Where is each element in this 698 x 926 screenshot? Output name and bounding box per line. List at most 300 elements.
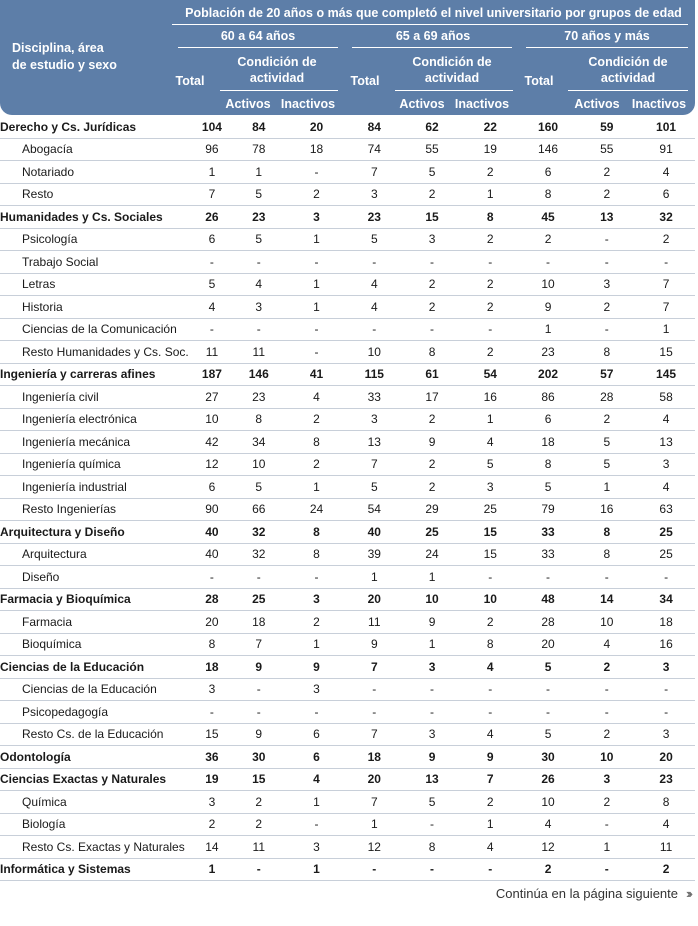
- table-cell: -: [194, 251, 230, 274]
- table-cell: 11: [230, 341, 288, 364]
- table-cell: -: [345, 858, 403, 881]
- table-cell: 19: [461, 138, 520, 161]
- table-cell: 18: [230, 611, 288, 634]
- table-cell: 4: [345, 273, 403, 296]
- age-group-65-69: 65 a 69 años: [395, 29, 471, 43]
- table-cell: 3: [637, 723, 695, 746]
- table-cell: 59: [576, 116, 637, 138]
- row-label: Resto: [0, 183, 194, 206]
- table-cell: 2: [461, 296, 520, 319]
- total-label-3: Total: [524, 74, 554, 88]
- row-header-label: Disciplina, área de estudio y sexo: [12, 41, 117, 72]
- table-cell: 160: [520, 116, 577, 138]
- table-cell: 4: [288, 768, 346, 791]
- age-group-60-64: 60 a 64 años: [220, 29, 296, 43]
- table-cell: -: [230, 858, 288, 881]
- table-cell: 8: [576, 341, 637, 364]
- table-cell: 33: [345, 386, 403, 409]
- table-cell: 8: [576, 521, 637, 544]
- table-row: [0, 813, 695, 836]
- table-cell: 10: [576, 611, 637, 634]
- table-row-group: [0, 656, 695, 679]
- table-cell: 4: [637, 408, 695, 431]
- table-cell: 1: [403, 566, 461, 589]
- table-cell: 1: [288, 273, 346, 296]
- table-cell: 39: [345, 543, 403, 566]
- table-cell: -: [230, 318, 288, 341]
- table-cell: 20: [637, 746, 695, 769]
- table-cell: 7: [345, 656, 403, 679]
- age-group-divider: [352, 47, 512, 48]
- table-row: [0, 476, 695, 499]
- table-cell: 12: [520, 836, 577, 859]
- table-cell: 74: [345, 138, 403, 161]
- table-cell: -: [288, 566, 346, 589]
- table-cell: 2: [576, 656, 637, 679]
- table-cell: 33: [520, 543, 577, 566]
- table-cell: 15: [194, 723, 230, 746]
- table-cell: 45: [520, 206, 577, 229]
- table-cell: 1: [288, 633, 346, 656]
- table-cell: 19: [194, 768, 230, 791]
- table-cell: 13: [403, 768, 461, 791]
- table-cell: 10: [403, 588, 461, 611]
- row-label: Bioquímica: [0, 633, 194, 656]
- table-cell: 23: [230, 386, 288, 409]
- table-cell: -: [461, 318, 520, 341]
- row-label: Resto Cs. de la Educación: [0, 723, 194, 746]
- table-cell: 2: [288, 611, 346, 634]
- table-row: [0, 251, 695, 274]
- age-group-70-plus: 70 años y más: [564, 29, 650, 43]
- table-cell: 36: [194, 746, 230, 769]
- table-cell: 57: [576, 363, 637, 386]
- table-cell: 9: [230, 723, 288, 746]
- table-cell: -: [576, 251, 637, 274]
- continue-note: [496, 886, 690, 901]
- table-cell: -: [345, 701, 403, 724]
- table-cell: -: [403, 251, 461, 274]
- table-cell: 32: [637, 206, 695, 229]
- table-cell: 18: [637, 611, 695, 634]
- table-cell: 6: [194, 228, 230, 251]
- table-cell: -: [288, 341, 346, 364]
- total-label-1: Total: [175, 74, 205, 88]
- table-cell: -: [461, 858, 520, 881]
- table-cell: 1: [345, 813, 403, 836]
- table-cell: 23: [345, 206, 403, 229]
- table-cell: 5: [403, 791, 461, 814]
- table-cell: 2: [230, 791, 288, 814]
- table-cell: -: [637, 678, 695, 701]
- table-cell: 9: [461, 746, 520, 769]
- table-cell: 5: [345, 476, 403, 499]
- inactivos-label-3: Inactivos: [631, 97, 687, 111]
- table-row: [0, 161, 695, 184]
- table-cell: -: [461, 251, 520, 274]
- table-cell: 5: [520, 656, 577, 679]
- table-cell: 16: [637, 633, 695, 656]
- table-cell: 63: [637, 498, 695, 521]
- row-label: Farmacia: [0, 611, 194, 634]
- row-label: Ciencias de la Educación: [0, 678, 194, 701]
- table-cell: -: [230, 251, 288, 274]
- condition-label-2: Condición de actividad: [412, 55, 492, 85]
- table-cell: 2: [461, 341, 520, 364]
- table-cell: 41: [288, 363, 346, 386]
- table-cell: -: [461, 701, 520, 724]
- continue-text: Continúa en la página siguiente: [495, 886, 678, 901]
- table-row: [0, 296, 695, 319]
- table-cell: 8: [576, 543, 637, 566]
- table-cell: 4: [520, 813, 577, 836]
- table-cell: 14: [194, 836, 230, 859]
- table-cell: 2: [461, 791, 520, 814]
- table-cell: -: [288, 813, 346, 836]
- table-row: [0, 633, 695, 656]
- table-cell: -: [194, 701, 230, 724]
- row-label: Farmacia y Bioquímica: [0, 588, 194, 611]
- table-row: [0, 678, 695, 701]
- table-cell: 1: [403, 633, 461, 656]
- table-cell: 3: [576, 768, 637, 791]
- table-cell: 1: [194, 858, 230, 881]
- table-cell: 202: [520, 363, 577, 386]
- table-cell: 2: [403, 296, 461, 319]
- table-cell: 15: [461, 521, 520, 544]
- table-cell: 8: [403, 836, 461, 859]
- header-divider: [172, 24, 688, 25]
- table-cell: 8: [230, 408, 288, 431]
- table-cell: 8: [461, 206, 520, 229]
- table-row-group: [0, 746, 695, 769]
- table-header: [0, 0, 695, 115]
- table-cell: -: [637, 701, 695, 724]
- table-cell: 84: [345, 116, 403, 138]
- table-cell: 28: [520, 611, 577, 634]
- table-cell: 146: [520, 138, 577, 161]
- table-cell: 3: [345, 183, 403, 206]
- total-label-2: Total: [350, 74, 380, 88]
- table-cell: 23: [637, 768, 695, 791]
- table-cell: 16: [461, 386, 520, 409]
- table-cell: 6: [520, 408, 577, 431]
- table-cell: -: [576, 678, 637, 701]
- table-cell: 62: [403, 116, 461, 138]
- inactivos-label-1: Inactivos: [280, 97, 336, 111]
- table-cell: 15: [637, 341, 695, 364]
- table-row-group: [0, 116, 695, 138]
- table-cell: 1: [461, 813, 520, 836]
- table-cell: 2: [288, 183, 346, 206]
- table-cell: 3: [288, 678, 346, 701]
- table-cell: 9: [230, 656, 288, 679]
- table-cell: 25: [637, 543, 695, 566]
- table-cell: 10: [520, 791, 577, 814]
- table-cell: 115: [345, 363, 403, 386]
- condition-label-1: Condición de actividad: [237, 55, 317, 85]
- table-cell: 15: [461, 543, 520, 566]
- table-row: [0, 183, 695, 206]
- table-cell: 3: [403, 656, 461, 679]
- table-cell: 5: [520, 476, 577, 499]
- table-row-group: [0, 363, 695, 386]
- table-cell: 12: [345, 836, 403, 859]
- table-cell: 18: [288, 138, 346, 161]
- table-cell: 24: [403, 543, 461, 566]
- table-cell: -: [576, 813, 637, 836]
- table-cell: 1: [637, 318, 695, 341]
- data-table: [0, 116, 695, 881]
- table-cell: 7: [194, 183, 230, 206]
- table-cell: 101: [637, 116, 695, 138]
- table-cell: 40: [345, 521, 403, 544]
- table-cell: -: [230, 701, 288, 724]
- table-row: [0, 566, 695, 589]
- row-label: Resto Humanidades y Cs. Soc.: [0, 341, 194, 364]
- table-cell: 3: [403, 228, 461, 251]
- table-cell: 4: [637, 813, 695, 836]
- table-cell: 3: [345, 408, 403, 431]
- table-cell: 29: [403, 498, 461, 521]
- row-label: Resto Ingenierías: [0, 498, 194, 521]
- table-cell: 3: [637, 656, 695, 679]
- table-cell: 146: [230, 363, 288, 386]
- table-cell: 7: [345, 453, 403, 476]
- table-cell: -: [576, 228, 637, 251]
- table-cell: -: [461, 566, 520, 589]
- table-cell: 26: [194, 206, 230, 229]
- row-label: Química: [0, 791, 194, 814]
- table-cell: -: [230, 566, 288, 589]
- table-cell: -: [520, 678, 577, 701]
- table-cell: 6: [288, 723, 346, 746]
- row-label: Biología: [0, 813, 194, 836]
- table-cell: 30: [520, 746, 577, 769]
- table-cell: 1: [230, 161, 288, 184]
- row-label: Ciencias de la Educación: [0, 656, 194, 679]
- table-cell: 1: [288, 228, 346, 251]
- table-cell: 4: [461, 431, 520, 454]
- table-row: [0, 341, 695, 364]
- table-cell: -: [576, 566, 637, 589]
- table-cell: 10: [520, 273, 577, 296]
- table-cell: -: [403, 318, 461, 341]
- row-label: Resto Cs. Exactas y Naturales: [0, 836, 194, 859]
- row-label: Ingeniería química: [0, 453, 194, 476]
- table-cell: 2: [576, 183, 637, 206]
- table-cell: 1: [345, 566, 403, 589]
- table-cell: 2: [403, 183, 461, 206]
- table-cell: 2: [403, 408, 461, 431]
- table-row: [0, 318, 695, 341]
- table-cell: 2: [288, 453, 346, 476]
- table-cell: 9: [403, 611, 461, 634]
- table-cell: 84: [230, 116, 288, 138]
- table-cell: 18: [345, 746, 403, 769]
- table-cell: -: [520, 251, 577, 274]
- table-cell: 25: [461, 498, 520, 521]
- table-cell: 9: [403, 746, 461, 769]
- table-cell: 3: [194, 678, 230, 701]
- table-cell: 4: [461, 723, 520, 746]
- table-cell: -: [403, 858, 461, 881]
- row-label: Letras: [0, 273, 194, 296]
- table-cell: 25: [230, 588, 288, 611]
- table-cell: 3: [637, 453, 695, 476]
- table-cell: 5: [520, 723, 577, 746]
- table-cell: 4: [230, 273, 288, 296]
- table-cell: 3: [288, 588, 346, 611]
- table-cell: 34: [230, 431, 288, 454]
- table-cell: 15: [230, 768, 288, 791]
- row-label: Arquitectura: [0, 543, 194, 566]
- table-cell: 32: [230, 521, 288, 544]
- table-cell: 90: [194, 498, 230, 521]
- row-label: Ingeniería mecánica: [0, 431, 194, 454]
- table-cell: 79: [520, 498, 577, 521]
- table-cell: -: [345, 318, 403, 341]
- table-cell: 2: [520, 858, 577, 881]
- table-row: [0, 431, 695, 454]
- table-cell: 6: [194, 476, 230, 499]
- age-group-divider: [526, 47, 688, 48]
- table-cell: -: [520, 566, 577, 589]
- row-label: Humanidades y Cs. Sociales: [0, 206, 194, 229]
- table-cell: 23: [230, 206, 288, 229]
- table-cell: 1: [288, 296, 346, 319]
- table-row: [0, 701, 695, 724]
- table-cell: 66: [230, 498, 288, 521]
- table-cell: 10: [576, 746, 637, 769]
- table-cell: 2: [403, 273, 461, 296]
- table-cell: 3: [403, 723, 461, 746]
- table-cell: 7: [345, 791, 403, 814]
- table-cell: 16: [576, 498, 637, 521]
- table-cell: 104: [194, 116, 230, 138]
- table-cell: 91: [637, 138, 695, 161]
- table-cell: 7: [637, 273, 695, 296]
- table-cell: -: [403, 678, 461, 701]
- table-cell: -: [288, 701, 346, 724]
- table-cell: 25: [637, 521, 695, 544]
- table-row: [0, 386, 695, 409]
- table-cell: 7: [345, 723, 403, 746]
- table-cell: 2: [194, 813, 230, 836]
- table-cell: 11: [194, 341, 230, 364]
- table-cell: 2: [461, 611, 520, 634]
- table-cell: 2: [461, 273, 520, 296]
- table-cell: 42: [194, 431, 230, 454]
- table-row-group: [0, 521, 695, 544]
- table-cell: 5: [403, 161, 461, 184]
- table-cell: 10: [194, 408, 230, 431]
- table-cell: 2: [576, 723, 637, 746]
- table-cell: 5: [230, 183, 288, 206]
- table-cell: 8: [194, 633, 230, 656]
- table-cell: 8: [461, 633, 520, 656]
- table-cell: 20: [194, 611, 230, 634]
- table-cell: 11: [230, 836, 288, 859]
- table-cell: -: [288, 251, 346, 274]
- table-cell: 2: [637, 858, 695, 881]
- table-row: [0, 408, 695, 431]
- table-cell: 187: [194, 363, 230, 386]
- table-cell: 5: [230, 476, 288, 499]
- table-cell: 4: [194, 296, 230, 319]
- table-cell: 22: [461, 116, 520, 138]
- table-cell: -: [345, 678, 403, 701]
- row-label: Arquitectura y Diseño: [0, 521, 194, 544]
- table-cell: -: [637, 566, 695, 589]
- table-cell: 2: [461, 161, 520, 184]
- table-cell: 96: [194, 138, 230, 161]
- table-cell: 6: [288, 746, 346, 769]
- table-cell: 1: [194, 161, 230, 184]
- table-cell: 5: [345, 228, 403, 251]
- table-cell: 20: [520, 633, 577, 656]
- table-row: [0, 543, 695, 566]
- table-row: [0, 836, 695, 859]
- table-cell: 4: [461, 836, 520, 859]
- table-cell: 15: [403, 206, 461, 229]
- table-cell: 8: [637, 791, 695, 814]
- table-row: [0, 611, 695, 634]
- condition-label-3: Condición de actividad: [588, 55, 668, 85]
- condition-divider: [568, 90, 688, 91]
- row-label: Trabajo Social: [0, 251, 194, 274]
- table-cell: 1: [576, 836, 637, 859]
- table-cell: 4: [637, 161, 695, 184]
- table-cell: 3: [230, 296, 288, 319]
- table-cell: -: [576, 318, 637, 341]
- table-cell: 9: [345, 633, 403, 656]
- table-cell: 4: [461, 656, 520, 679]
- row-label: Ingeniería civil: [0, 386, 194, 409]
- table-cell: 7: [461, 768, 520, 791]
- table-row: [0, 453, 695, 476]
- table-cell: 12: [194, 453, 230, 476]
- table-cell: 6: [637, 183, 695, 206]
- table-cell: 2: [403, 476, 461, 499]
- table-cell: -: [403, 701, 461, 724]
- table-cell: 1: [288, 476, 346, 499]
- table-cell: 1: [461, 183, 520, 206]
- table-cell: 2: [461, 228, 520, 251]
- table-cell: 3: [461, 476, 520, 499]
- activos-label-2: Activos: [399, 97, 445, 111]
- table-cell: 10: [230, 453, 288, 476]
- table-cell: 4: [345, 296, 403, 319]
- table-cell: 7: [345, 161, 403, 184]
- table-cell: 9: [288, 656, 346, 679]
- table-cell: 3: [288, 206, 346, 229]
- row-label: Ciencias Exactas y Naturales: [0, 768, 194, 791]
- table-cell: 8: [403, 341, 461, 364]
- table-row: [0, 273, 695, 296]
- table-cell: 2: [576, 296, 637, 319]
- table-cell: 13: [637, 431, 695, 454]
- table-cell: 2: [576, 408, 637, 431]
- table-cell: 2: [403, 453, 461, 476]
- activos-label-3: Activos: [574, 97, 620, 111]
- table-cell: 55: [576, 138, 637, 161]
- table-cell: 9: [403, 431, 461, 454]
- inactivos-label-2: Inactivos: [454, 97, 510, 111]
- table-cell: 3: [194, 791, 230, 814]
- table-cell: 32: [230, 543, 288, 566]
- row-label: Psicología: [0, 228, 194, 251]
